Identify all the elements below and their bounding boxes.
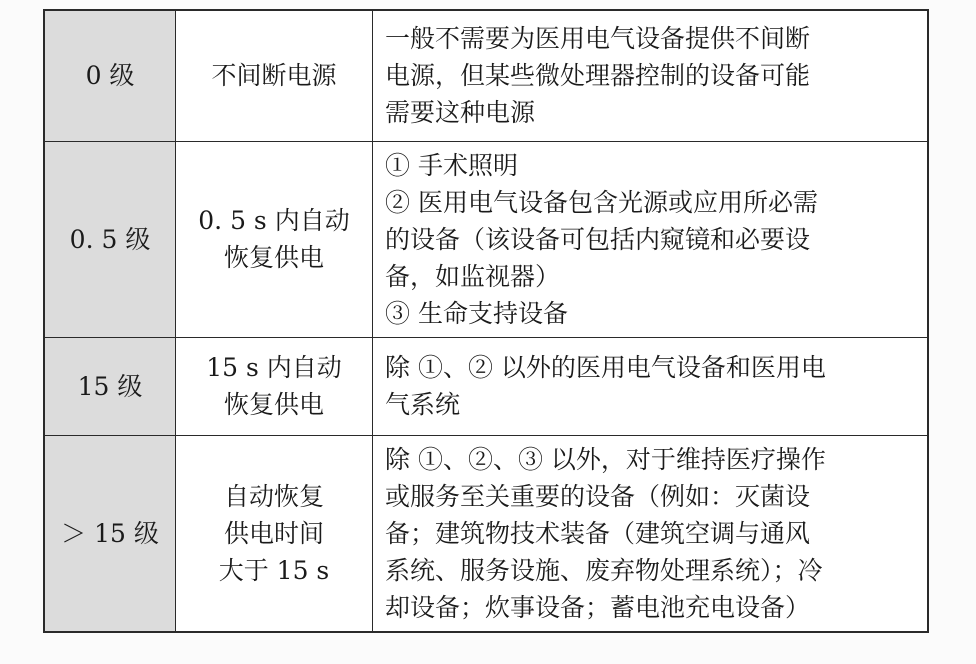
description-line: 一般不需要为医用电气设备提供不间断 [385,24,811,54]
time-line: 0. 5 s 内自动 [198,206,350,235]
time-line: 恢复供电 [223,243,324,272]
time-cell [176,435,373,632]
description-line: 气系统 [385,390,461,419]
time-line: 不间断电源 [211,61,337,91]
description-line: 除 ①、②、③ 以外，对于维持医疗操作 [385,444,826,474]
description-line: 电源，但某些微处理器控制的设备可能 [385,61,811,91]
description-line: 却设备；炊事设备；蓄电池充电设备） [385,592,811,622]
description-cell [373,141,929,337]
time-cell [176,10,373,141]
table-row [44,141,928,337]
time-line: 大于 15 s [218,555,330,585]
level-cell: 15 级 [44,337,176,435]
level-cell: ＞ 15 级 [44,435,176,632]
description-line: ② 医用电气设备包含光源或应用所必需 [385,187,818,217]
time-cell [176,141,373,337]
time-line: 15 s 内自动 [206,353,342,382]
description-line: 备；建筑物技术装备（建筑空调与通风 [385,518,811,548]
level-cell: 0. 5 级 [44,141,176,337]
description-line: 的设备（该设备可包括内窥镜和必要设 [385,224,811,254]
description-line: ③ 生命支持设备 [385,298,568,328]
time-line: 自动恢复 [223,481,324,511]
description-line: ① 手术照明 [385,150,518,180]
table-row [44,435,928,632]
description-line: 系统、服务设施、废弃物处理系统）；冷 [385,555,823,585]
description-line: 备，如监视器） [385,261,561,291]
description-cell [373,337,929,435]
level-cell: 0 级 [44,10,176,141]
table-row [44,10,928,141]
time-line: 供电时间 [223,518,324,548]
description-line: 需要这种电源 [385,98,536,128]
description-cell [373,10,929,141]
time-cell [176,337,373,435]
time-line: 恢复供电 [223,390,324,419]
table-row [44,337,928,435]
description-line: 或服务至关重要的设备（例如：灭菌设 [385,481,811,511]
description-line: 除 ①、② 以外的医用电气设备和医用电 [385,353,826,382]
description-cell [373,435,929,632]
power-grade-table [43,9,929,633]
